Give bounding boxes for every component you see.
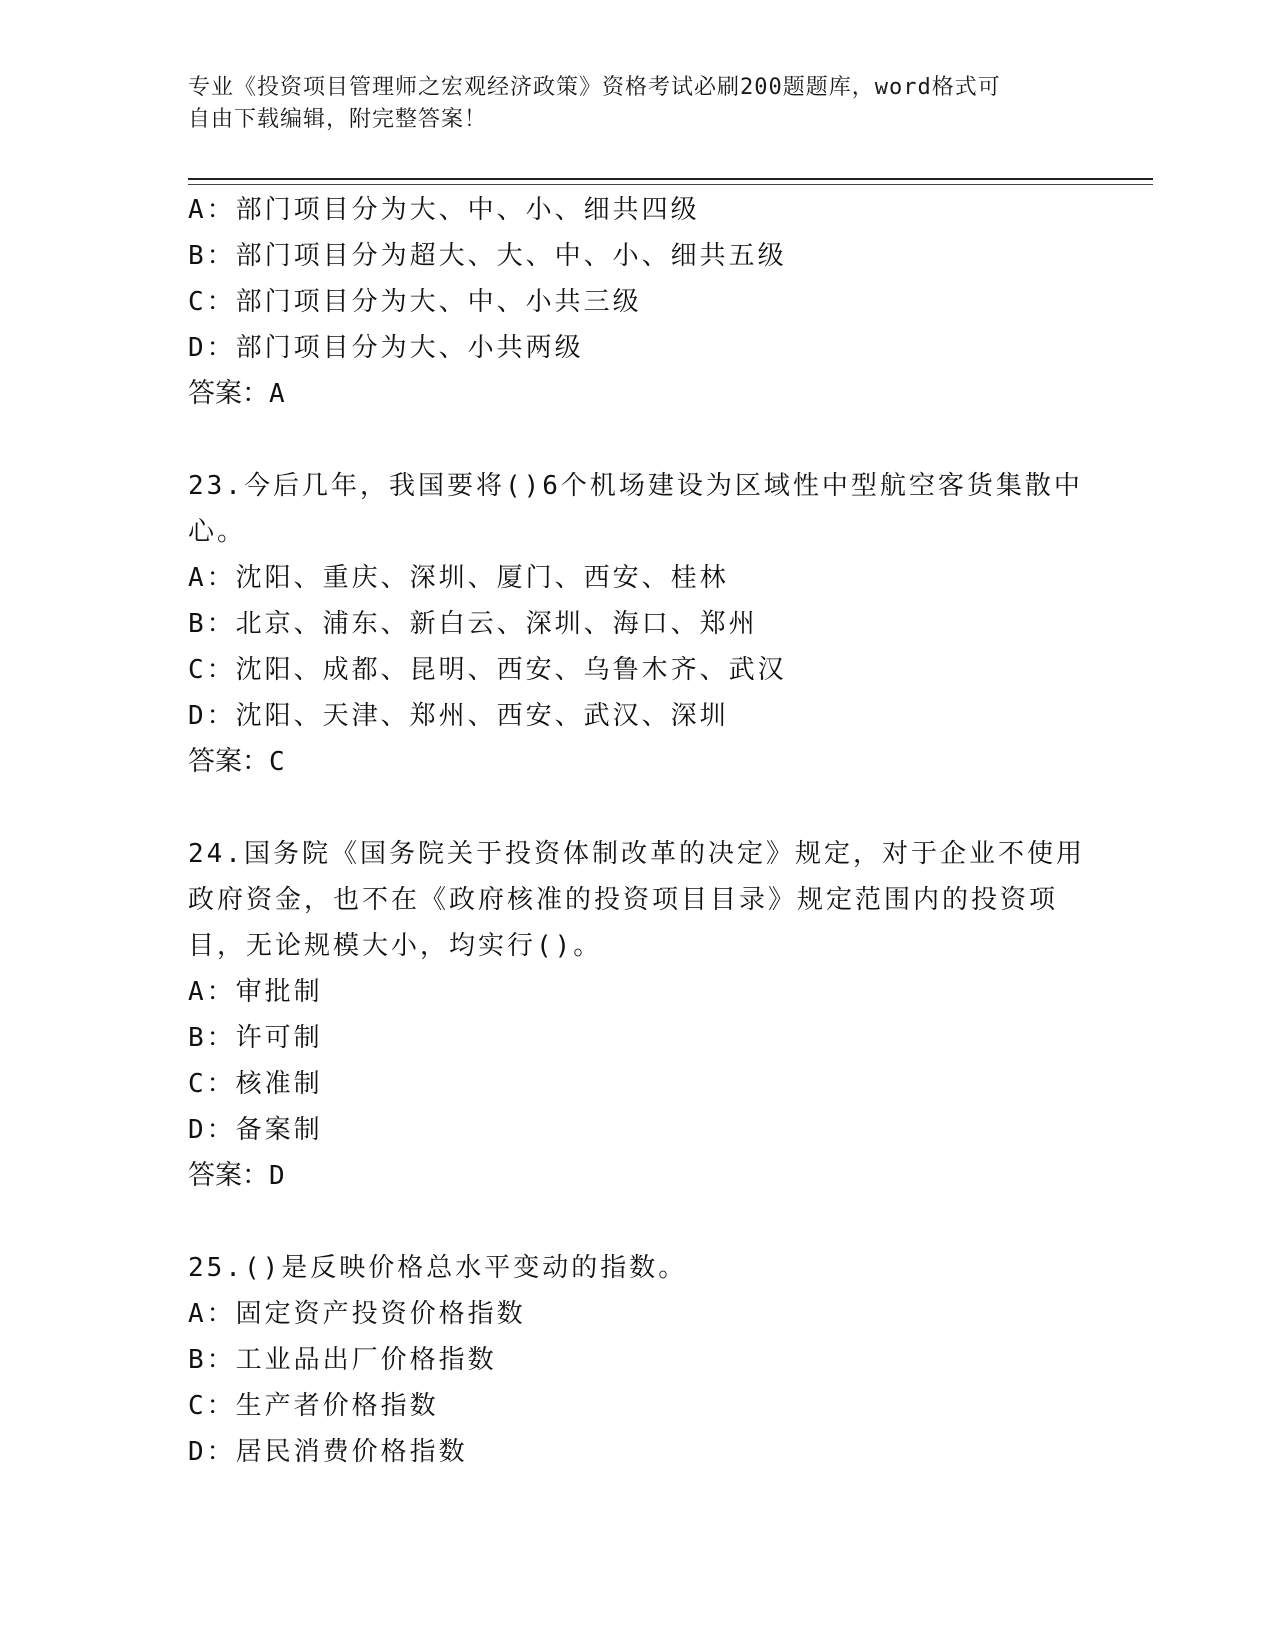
answer-value: A [269,379,285,409]
option-b: B：工业品出厂价格指数 [188,1345,497,1375]
answer-label: 答案： [188,1160,269,1191]
option-d: D：沈阳、天津、郑州、西安、武汉、深圳 [188,701,729,731]
option-a: A：固定资产投资价格指数 [188,1299,526,1329]
header-line-2: 自由下载编辑，附完整答案！ [188,107,488,132]
option-c: C：生产者价格指数 [188,1391,439,1421]
answer-line [188,739,1088,785]
header-divider-bottom [188,184,1153,185]
option-a: A：部门项目分为大、中、小、细共四级 [188,195,700,225]
header-line-1: 专业《投资项目管理师之宏观经济政策》资格考试必刷200题题库，word格式可 [188,75,1001,100]
option-c: C：沈阳、成都、昆明、西安、乌鲁木齐、武汉 [188,655,787,685]
question-22 [188,187,1088,417]
option-c: C：部门项目分为大、中、小共三级 [188,287,642,317]
question-list [188,187,1088,1475]
answer-line [188,1153,1088,1199]
option-a: A：沈阳、重庆、深圳、厦门、西安、桂林 [188,563,729,593]
answer-label: 答案： [188,746,269,777]
option-a: A：审批制 [188,977,323,1007]
answer-label: 答案： [188,378,269,409]
question-25 [188,1245,1088,1475]
question-text-line-1: 24.国务院《国务院关于投资体制改革的决定》规定，对于企业不使用 [188,839,1085,869]
spacer [188,785,1088,831]
question-text-line-2: 政府资金，也不在《政府核准的投资项目目录》规定范围内的投资项 [188,885,1059,915]
option-d: D：备案制 [188,1115,323,1145]
page-header [188,72,1068,136]
question-24 [188,831,1088,1199]
question-23 [188,463,1088,785]
option-c: C：核准制 [188,1069,323,1099]
option-b: B：部门项目分为超大、大、中、小、细共五级 [188,241,787,271]
answer-value: D [269,1161,285,1191]
spacer [188,417,1088,463]
option-b: B：北京、浦东、新白云、深圳、海口、郑州 [188,609,758,639]
answer-value: C [269,747,285,777]
option-d: D：居民消费价格指数 [188,1437,468,1467]
option-b: B：许可制 [188,1023,323,1053]
question-text-line-1: 25.()是反映价格总水平变动的指数。 [188,1253,688,1283]
question-text-line-2: 心。 [188,517,247,547]
question-text-line-3: 目，无论规模大小，均实行()。 [188,931,603,961]
question-text-line-1: 23.今后几年，我国要将()6个机场建设为区域性中型航空客货集散中 [188,471,1083,501]
spacer [188,1199,1088,1245]
header-divider-top [188,178,1153,180]
answer-line [188,371,1088,417]
option-d: D：部门项目分为大、小共两级 [188,333,584,363]
